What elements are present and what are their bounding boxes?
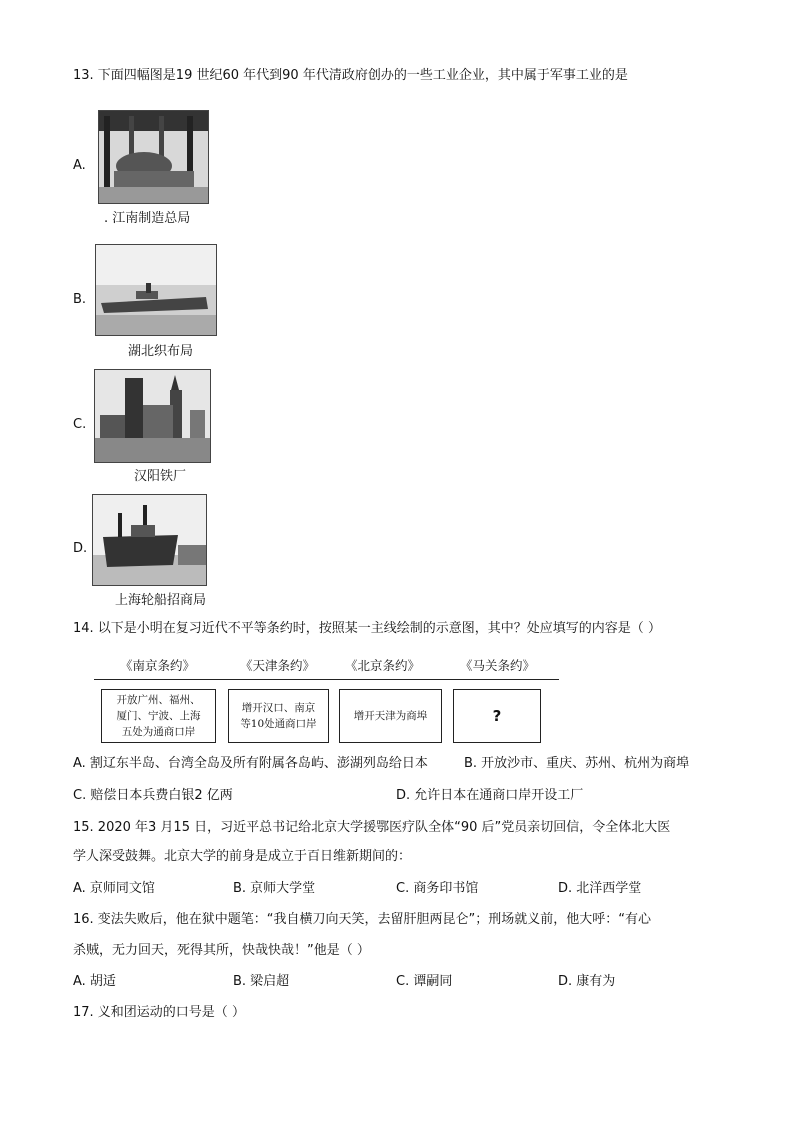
q16-stem-line-1: 16. 变法失败后，他在狱中题笔：“我自横刀向天笑，去留肝胆两昆仑”；刑场就义前，他大呼：“有心: [73, 912, 652, 927]
timeline-box-tianjin: [228, 689, 329, 743]
q14-option-c[interactable]: C. 赔偿日本兵费白银2 亿两: [73, 788, 233, 803]
q13-option-c-photo: [94, 369, 211, 463]
timeline-box-line: 等10处通商口岸: [240, 718, 317, 730]
q16-option-b[interactable]: B. 梁启超: [233, 974, 290, 989]
q15-option-d[interactable]: D. 北洋西学堂: [558, 881, 642, 896]
q13-option-b-photo: [95, 244, 217, 336]
timeline-box-line: 五处为通商口岸: [121, 726, 196, 738]
timeline-box-question-mark: ?: [492, 707, 502, 725]
timeline-treaty-label: 《南京条约》: [120, 658, 196, 673]
q15-stem-line-1: 15. 2020 年3 月15 日，习近平总书记给北京大学援鄂医疗队全体“90 后”党员亲切回信，令全体北大医: [73, 820, 671, 835]
q14-option-d[interactable]: D. 允许日本在通商口岸开设工厂: [396, 788, 584, 803]
timeline-box-maguan: [453, 689, 541, 743]
q16-stem-line-2: 杀贼，无力回天，死得其所，快哉快哉！”他是（ ）: [73, 943, 370, 958]
q13-option-c-label: C.: [73, 417, 87, 432]
timeline-treaty-label: 《天津条约》: [240, 658, 316, 673]
q15-stem-line-2: 学人深受鼓舞。北京大学的前身是成立于百日维新期间的：: [73, 849, 412, 864]
timeline-box-line: 增开汉口、南京: [241, 702, 316, 714]
q14-option-a[interactable]: A. 割辽东半岛、台湾全岛及所有附属各岛屿、澎湖列岛给日本: [73, 756, 428, 771]
timeline-treaty-label: 《马关条约》: [460, 658, 536, 673]
timeline-box-nanjing: [101, 689, 216, 743]
q15-option-a[interactable]: A. 京师同文馆: [73, 881, 155, 896]
q15-option-c[interactable]: C. 商务印书馆: [396, 881, 479, 896]
q17-stem: 17. 义和团运动的口号是（ ）: [73, 1005, 245, 1020]
q13-option-a-caption: . 江南制造总局: [104, 211, 191, 226]
q14-option-b[interactable]: B. 开放沙市、重庆、苏州、杭州为商埠: [464, 756, 690, 771]
timeline-box-line: 开放广州、福州、: [116, 694, 201, 706]
q15-option-b[interactable]: B. 京师大学堂: [233, 881, 316, 896]
timeline-axis: [94, 679, 559, 680]
q13-option-d-label: D.: [73, 541, 88, 556]
q13-option-b-caption: 湖北织布局: [128, 344, 194, 359]
q16-option-c[interactable]: C. 谭嗣同: [396, 974, 453, 989]
timeline-box-line: 厦门、宁波、上海: [116, 710, 201, 722]
q13-option-d-photo: [92, 494, 207, 586]
q13-option-c-caption: 汉阳铁厂: [134, 469, 187, 484]
q16-option-d[interactable]: D. 康有为: [558, 974, 616, 989]
timeline-box-beijing: [339, 689, 442, 743]
timeline-treaty-label: 《北京条约》: [345, 658, 421, 673]
q14-stem: 14. 以下是小明在复习近代不平等条约时，按照某一主线绘制的示意图，其中？处应填写的内容是（ ）: [73, 621, 661, 636]
q13-stem: 13. 下面四幅图是19 世纪60 年代到90 年代清政府创办的一些工业企业，其中属于军事工业的是: [73, 68, 628, 83]
timeline-box-line: 增开天津为商埠: [353, 710, 428, 722]
q13-option-a-label: A.: [73, 158, 86, 173]
q13-option-b-label: B.: [73, 292, 87, 307]
q13-option-a-photo: [98, 110, 209, 204]
q16-option-a[interactable]: A. 胡适: [73, 974, 116, 989]
q13-option-d-caption: 上海轮船招商局: [115, 593, 207, 608]
